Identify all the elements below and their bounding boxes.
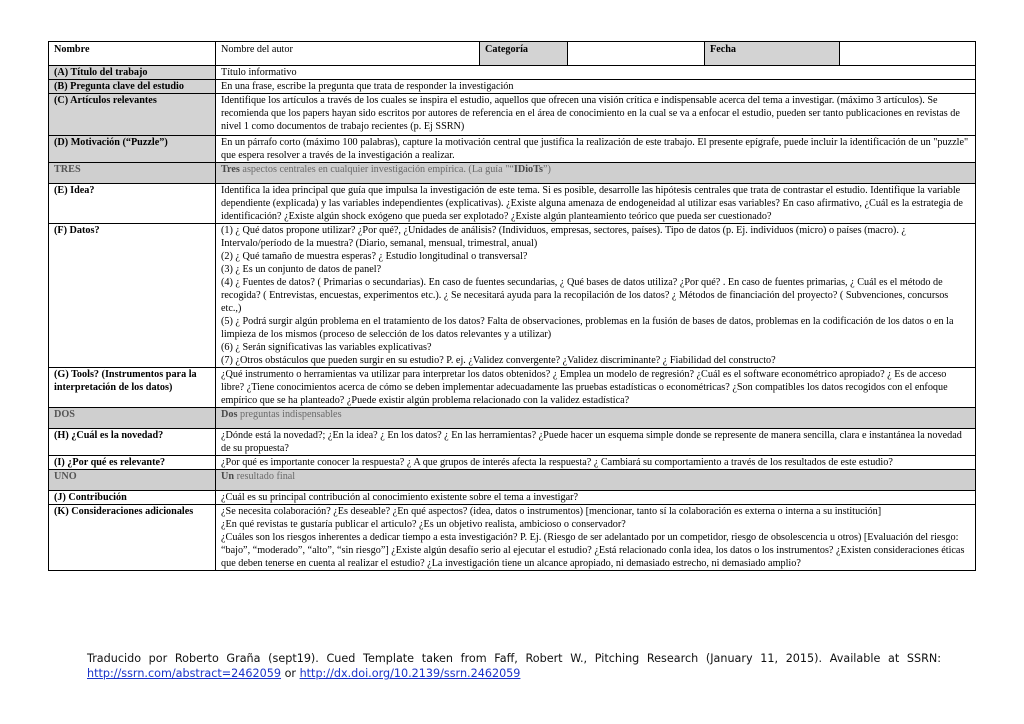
row-e-text[interactable]: Identifica la idea principal que guía que impulsa la investigación de este tema. Si es posible, desarrolle las hipótesis centrales que trata de contrastar el estudio. Identifique la variable dependiente (explicada) y las variables independientes (explicativas). ¿Existe alguna amenaza de endogeneidad al utilizar esas variables? En caso afirmativo, ¿Cuál es la estrategia de identificación? ¿Existe algún shock exógeno que pueda ser explotado? ¿Existe algún planteamiento teórico que pueda ser cuestionado? [216,184,976,224]
row-h-label: (H) ¿Cuál es la novedad? [49,429,216,456]
row-a-label: (A) Título del trabajo [49,66,216,80]
row-k-text[interactable] [216,505,976,571]
row-f-line-5: (5) ¿ Podrá surgir algún problema en el tratamiento de los datos? Falta de observaciones, problemas en la fusión de bases de datos, problemas en la codificación de los datos o en la limpieza de los mismos (proceso de selección de los datos relevantes y a utilizar) [221,316,954,340]
fecha-label: Fecha [705,42,840,66]
row-f-line-7: (7) ¿Otros obstáculos que pueden surgir en su estudio? P. ej. ¿Validez convergente? ¿Validez discriminante? ¿ Fiabilidad del constructo? [221,355,776,366]
categoria-label: Categoría [480,42,568,66]
row-k-line-3: ¿Cuáles son los riesgos inherentes a dedicar tiempo a esta investigación? P. Ej. (Riesgo de ser adelantado por un competidor, riesgo de obsolescencia u otros) [Evaluación del riesgo: “bajo”, “moderado”, “alto”, “sin riesgo”] ¿Existe algún desafío serio al ejecutar el estudio? ¿Está relacionado conla idea, los datos o los instrumentos? ¿Existen consideraciones éticas que deben tenerse en cuenta al realizar el estudio? ¿La investigación tiene un alcance apropiado, ni demasiado estrecho, ni demasiado amplio? [221,532,965,569]
tres-label: TRES [49,163,216,184]
row-b-text[interactable]: En una frase, escribe la pregunta que trata de responder la investigación [216,80,976,94]
dos-strong: Dos [221,409,238,420]
citation-footer [87,651,941,681]
tres-text [216,163,976,184]
row-e-label: (E) Idea? [49,184,216,224]
separator-dos [49,408,976,429]
row-k-label: (K) Consideraciones adicionales [49,505,216,571]
row-i-text[interactable]: ¿Por qué es importante conocer la respuesta? ¿ A que grupos de interés afecta la respuesta? ¿ Cambiará su comportamiento a través de los resultados de este estudio? [216,456,976,470]
row-g [49,368,976,408]
row-j-label: (J) Contribución [49,491,216,505]
tres-close: ”) [542,164,551,175]
row-d-label: (D) Motivación (“Puzzle”) [49,136,216,163]
row-d [49,136,976,163]
row-f-text[interactable] [216,224,976,368]
dos-text [216,408,976,429]
uno-desc: resultado final [234,471,296,482]
dos-desc: preguntas indispensables [237,409,342,420]
row-c-text[interactable]: Identifique los artículos a través de los cuales se inspira el estudio, aquellos que ofrecen una visión crítica e indispensable acerca del tema a investigar. (máximo 3 artículos). Se recomienda que los papers hayan sido escritos por autores de referencia en el área de conocimiento en la cual se va a enfocar el estudio, pueden ser tanto publicaciones en revistas de nivel 1 como documentos de trabajo recientes (p. Ej SSRN) [216,94,976,136]
row-f-line-2: (2) ¿ Qué tamaño de muestra esperas? ¿ Estudio longitudinal o transversal? [221,251,528,262]
row-i-label: (I) ¿Por qué es relevante? [49,456,216,470]
row-c [49,94,976,136]
fecha-field[interactable] [840,42,976,66]
row-c-label: (C) Artículos relevantes [49,94,216,136]
row-f-line-4: (4) ¿ Fuentes de datos? ( Primarias o secundarias). En caso de fuentes secundarias, ¿ Qué bases de datos utiliza? ¿Por qué? . En caso de fuentes primarias, ¿ Cuál es el método de recogida? ( Entrevistas, encuestas, experimentos etc.). ¿ Se necesitará ayuda para la recopilación de los datos? ¿ Métodos de financiación del proyecto? ( Subvenciones, concursos etc.,) [221,277,949,314]
header-row [49,42,976,66]
row-i [49,456,976,470]
doi-link[interactable]: http://dx.doi.org/10.2139/ssrn.2462059 [299,667,521,680]
row-f-line-6: (6) ¿ Serán significativas las variables explicativas? [221,342,432,353]
row-f-label: (F) Datos? [49,224,216,368]
uno-text [216,470,976,491]
nombre-field[interactable]: Nombre del autor [216,42,480,66]
row-h-text[interactable]: ¿Dónde está la novedad?; ¿En la idea? ¿ En los datos? ¿ En las herramientas? ¿Puede hacer un esquema simple donde se represente de manera sencilla, clara e instantánea la novedad de su propuesta? [216,429,976,456]
categoria-field[interactable] [568,42,705,66]
row-k-line-2: ¿En qué revistas te gustaría publicar el articulo? ¿Es un objetivo realista, ambicioso o conservador? [221,519,626,530]
row-g-label: (G) Tools? (Instrumentos para la interpretación de los datos) [49,368,216,408]
tres-idiots: IDioTs [513,164,543,175]
separator-uno [49,470,976,491]
row-b-label: (B) Pregunta clave del estudio [49,80,216,94]
row-g-text[interactable]: ¿Qué instrumento o herramientas va utilizar para interpretar los datos obtenidos? ¿ Emplea un modelo de regresión? ¿Cuál es el software econométrico apropiado? ¿ Es de acceso libre? ¿Tiene conocimientos acerca de cómo se deben implementar adecuadamente las pruebas estadísticas o econométricas? ¿Son compatibles los datos recogidos con el enfoque empírico que se ha planteado? ¿Puede existir algún problema relacionado con la validez estadística? [216,368,976,408]
tres-strong: Tres [221,164,240,175]
row-f-line-3: (3) ¿ Es un conjunto de datos de panel? [221,264,382,275]
separator-tres [49,163,976,184]
uno-label: UNO [49,470,216,491]
dos-label: DOS [49,408,216,429]
row-a [49,66,976,80]
row-f-line-1: (1) ¿ Qué datos propone utilizar? ¿Por qué?, ¿Unidades de análisis? (Individuos, empresas, sectores, países). Tipo de datos (p. Ej. individuos (micro) o países (macro). ¿ Intervalo/período de la muestra? (Diario, semanal, mensual, trimestral, anual) [221,225,906,249]
row-j [49,491,976,505]
row-h [49,429,976,456]
row-a-text[interactable]: Título informativo [216,66,976,80]
row-k-line-1: ¿Se necesita colaboración? ¿Es deseable? ¿En qué aspectos? (idea, datos o instrumentos) [mencionar, tanto sí la colaboración es externa o interna a su institución] [221,506,882,517]
tres-desc: aspectos centrales en cualquier investigación empírica. (La guía "“ [239,164,514,175]
row-e [49,184,976,224]
citation-text: Traducido por Roberto Graña (sept19). Cued Template taken from Faff, Robert W., Pitching Research (January 11, 2015). Available at SSRN: [87,652,941,665]
row-k [49,505,976,571]
or-text: or [281,667,300,680]
uno-strong: Un [221,471,235,482]
row-b [49,80,976,94]
nombre-label: Nombre [49,42,216,66]
pitching-research-table [48,41,976,571]
row-d-text[interactable]: En un párrafo corto (máximo 100 palabras), capture la motivación central que justifica la realización de este trabajo. El presente epígrafe, puede incluir la identificación de un "puzzle" que espera resolver a través de la investigación a realizar. [216,136,976,163]
ssrn-abstract-link[interactable]: http://ssrn.com/abstract=2462059 [87,667,282,680]
row-f [49,224,976,368]
research-template-sheet [48,41,975,571]
row-j-text[interactable]: ¿Cuál es su principal contribución al conocimiento existente sobre el tema a investigar? [216,491,976,505]
